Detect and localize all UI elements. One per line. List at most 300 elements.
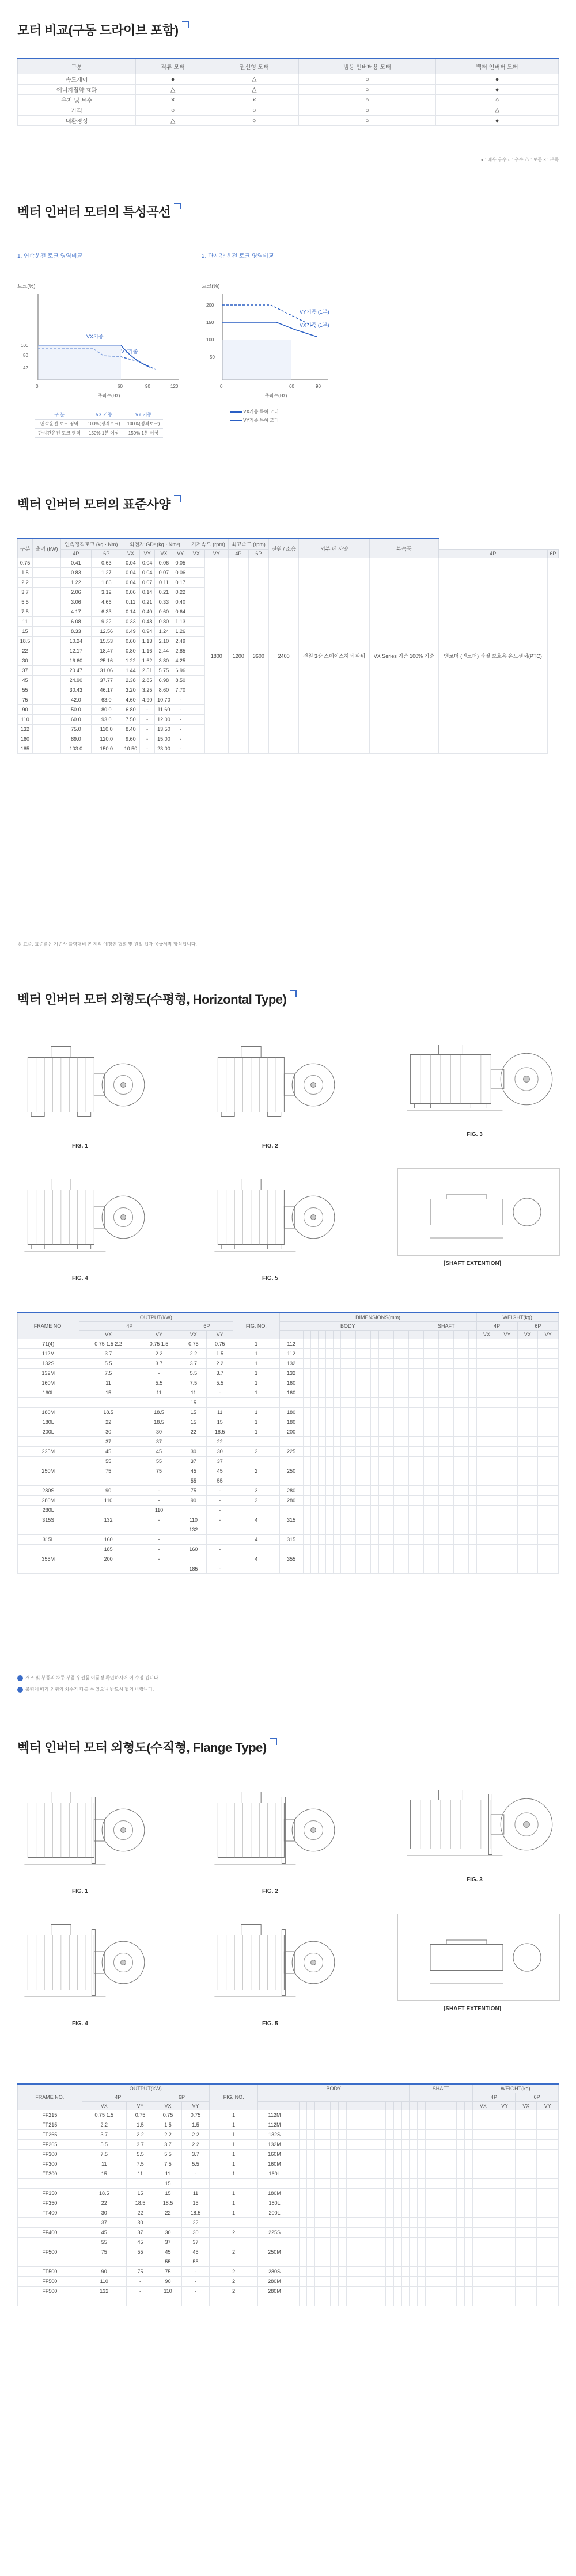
dim-cell bbox=[416, 1554, 423, 1564]
output-cell: 18.5 bbox=[154, 2198, 181, 2208]
dim-cell bbox=[341, 1466, 348, 1476]
dim-cell bbox=[307, 2130, 315, 2140]
spec-cell bbox=[188, 685, 204, 695]
dim-cell bbox=[363, 1437, 371, 1447]
weight-cell bbox=[497, 1378, 518, 1388]
dim-cell bbox=[307, 2296, 315, 2306]
dim-cell bbox=[386, 1466, 393, 1476]
dim-cell bbox=[401, 2277, 410, 2287]
frame-cell: FF400 bbox=[18, 2208, 82, 2218]
graph2-title: 2. 단시간 운전 토크 영역비교 bbox=[202, 253, 274, 260]
dim-cell bbox=[386, 2267, 394, 2277]
subhead bbox=[378, 1331, 386, 1339]
output-cell: 3.7 bbox=[126, 2140, 154, 2150]
dim-cell bbox=[354, 2277, 362, 2287]
spec-cell: 12.00 bbox=[155, 715, 173, 725]
spec-cell: 3.06 bbox=[61, 597, 92, 607]
dim-cell bbox=[457, 2150, 465, 2159]
dim-cell: 250M bbox=[258, 2247, 291, 2257]
spec-cell: 2.06 bbox=[61, 588, 92, 597]
spec-subhead: 4P bbox=[61, 550, 92, 558]
output-cell: 37 bbox=[154, 2238, 181, 2247]
fig-cell bbox=[210, 2218, 258, 2228]
dim-cell: 160 bbox=[279, 1378, 303, 1388]
output-cell: 75 bbox=[138, 1466, 180, 1476]
corner-mark-icon bbox=[182, 21, 189, 28]
dim-cell bbox=[393, 2110, 401, 2120]
dim-cell bbox=[446, 1457, 454, 1466]
dim-cell bbox=[291, 2120, 299, 2130]
dimension-row bbox=[18, 1554, 559, 1564]
output-cell: 18.5 bbox=[79, 1408, 138, 1417]
dim-cell bbox=[424, 1369, 431, 1378]
dim-cell bbox=[431, 1535, 439, 1545]
weight-cell bbox=[516, 2296, 537, 2306]
spec-cell: 10.70 bbox=[155, 695, 173, 705]
flange-shaft-caption: [SHAFT EXTENTION] bbox=[444, 2006, 501, 2012]
output-cell: 55 bbox=[182, 2257, 210, 2267]
dim-cell bbox=[363, 1408, 371, 1417]
fig-cell: 1 bbox=[210, 2150, 258, 2159]
dim-cell bbox=[307, 2218, 315, 2228]
dim-cell bbox=[370, 2189, 378, 2198]
graph1-xtick: 90 bbox=[145, 384, 150, 389]
dim-cell bbox=[310, 1437, 318, 1447]
output-cell: 0.75 bbox=[154, 2110, 181, 2120]
spec-cell: 4.17 bbox=[61, 607, 92, 617]
weight-cell bbox=[476, 1408, 497, 1417]
dim-cell bbox=[356, 1496, 363, 1506]
output-cell: 132 bbox=[180, 1525, 207, 1535]
dim-cell bbox=[386, 1388, 393, 1398]
output-cell: 2.2 bbox=[126, 2130, 154, 2140]
dim-cell bbox=[461, 1466, 469, 1476]
dim-cell bbox=[371, 1369, 378, 1378]
dim-cell bbox=[416, 1506, 423, 1515]
dim-cell bbox=[354, 2238, 362, 2247]
dim-cell bbox=[416, 1437, 423, 1447]
motor-drawing bbox=[207, 1163, 340, 1272]
subhead bbox=[401, 1331, 408, 1339]
dim-cell bbox=[416, 1457, 423, 1466]
dim-cell bbox=[315, 2198, 323, 2208]
output-cell: 0.75 bbox=[182, 2110, 210, 2120]
dim-cell bbox=[461, 1447, 469, 1457]
weight-cell bbox=[494, 2110, 515, 2120]
dim-cell bbox=[401, 1515, 408, 1525]
dim-cell bbox=[433, 2218, 441, 2228]
dim-cell bbox=[370, 2120, 378, 2130]
dim-cell bbox=[433, 2130, 441, 2140]
output-cell: 3.7 bbox=[154, 2140, 181, 2150]
dim-cell bbox=[307, 2247, 315, 2257]
weight-cell bbox=[472, 2228, 494, 2238]
dimension-row bbox=[18, 2218, 559, 2228]
dim-cell bbox=[469, 1378, 476, 1388]
dim-cell bbox=[439, 1457, 446, 1466]
dim-cell bbox=[339, 2140, 347, 2150]
dim-cell bbox=[401, 2247, 410, 2257]
dim-cell bbox=[323, 2267, 331, 2277]
dim-cell bbox=[299, 2169, 307, 2179]
dim-cell bbox=[279, 1476, 303, 1486]
fig-cell: 2 bbox=[210, 2277, 258, 2287]
spec-cell: 0.21 bbox=[140, 597, 155, 607]
weight-cell bbox=[472, 2218, 494, 2228]
spec-cell bbox=[188, 597, 204, 607]
spec-cell: - bbox=[173, 725, 188, 734]
spec-cell bbox=[188, 637, 204, 646]
col-fig: FIG. NO. bbox=[233, 1313, 279, 1339]
spec-cell: 15 bbox=[18, 627, 33, 637]
dim-cell bbox=[416, 1427, 423, 1437]
dim-cell bbox=[393, 1554, 401, 1564]
dim-cell bbox=[417, 2110, 425, 2120]
output-cell bbox=[207, 1398, 233, 1408]
dim-cell bbox=[401, 2169, 410, 2179]
comparison-cell: ● bbox=[436, 116, 559, 126]
frame-cell: FF265 bbox=[18, 2140, 82, 2150]
dim-cell bbox=[310, 1417, 318, 1427]
weight-cell bbox=[476, 1564, 497, 1574]
dim-cell bbox=[439, 1437, 446, 1447]
output-cell: 18.5 bbox=[138, 1417, 180, 1427]
spec-cell: 0.48 bbox=[140, 617, 155, 627]
dim-cell bbox=[441, 2150, 449, 2159]
dim-cell bbox=[469, 1437, 476, 1447]
dim-cell bbox=[348, 1476, 356, 1486]
dim-cell bbox=[425, 2296, 433, 2306]
dim-cell bbox=[341, 1437, 348, 1447]
subhead bbox=[362, 2102, 370, 2110]
fig-cell bbox=[210, 2257, 258, 2267]
output-cell: 37 bbox=[180, 1457, 207, 1466]
dim-cell bbox=[339, 2189, 347, 2198]
dim-cell bbox=[307, 2179, 315, 2189]
dim-cell bbox=[362, 2169, 370, 2179]
weight-cell bbox=[472, 2130, 494, 2140]
dim-cell bbox=[393, 2120, 401, 2130]
comparison-cell: △ bbox=[436, 105, 559, 116]
dim-cell bbox=[465, 2130, 473, 2140]
dim-cell bbox=[449, 2169, 457, 2179]
output-cell: 30 bbox=[154, 2228, 181, 2238]
dim-cell bbox=[417, 2238, 425, 2247]
dim-cell bbox=[401, 1427, 408, 1437]
spec-cell: 2.10 bbox=[155, 637, 173, 646]
dim-cell bbox=[303, 1506, 310, 1515]
dim-cell bbox=[378, 1525, 386, 1535]
dim-cell bbox=[348, 1447, 356, 1457]
dim-cell bbox=[408, 1496, 416, 1506]
weight-cell bbox=[537, 2287, 559, 2296]
frame-cell: 225M bbox=[18, 1447, 79, 1457]
dim-cell bbox=[386, 2198, 394, 2208]
dim-cell bbox=[393, 1457, 401, 1466]
frame-cell: FF500 bbox=[18, 2267, 82, 2277]
comparison-cell: ● bbox=[436, 74, 559, 85]
comparison-table bbox=[17, 58, 559, 126]
output-cell: 160 bbox=[180, 1545, 207, 1554]
fig-cell: 1 bbox=[233, 1339, 279, 1349]
dim-cell bbox=[341, 1515, 348, 1525]
dim-cell bbox=[378, 2238, 386, 2247]
horizontal-fig-caption: FIG. 2 bbox=[262, 1143, 278, 1149]
dimension-row bbox=[18, 1349, 559, 1359]
fig-cell: 1 bbox=[233, 1378, 279, 1388]
dim-cell bbox=[339, 2179, 347, 2189]
dim-cell bbox=[279, 1437, 303, 1447]
dim-cell bbox=[346, 2150, 354, 2159]
dim-cell bbox=[417, 2228, 425, 2238]
dim-cell bbox=[408, 1447, 416, 1457]
subhead: VX bbox=[517, 1331, 538, 1339]
weight-cell bbox=[516, 2120, 537, 2130]
dim-cell bbox=[431, 1447, 439, 1457]
spec-head: 기저속도 (rpm) bbox=[188, 539, 228, 550]
dim-cell bbox=[401, 1466, 408, 1476]
horizontal-shaft-caption: [SHAFT EXTENTION] bbox=[444, 1260, 501, 1267]
dim-cell bbox=[424, 1535, 431, 1545]
spec-cell: 37 bbox=[18, 666, 33, 676]
output-cell: 160 bbox=[79, 1535, 138, 1545]
dim-cell bbox=[454, 1486, 461, 1496]
dim-cell bbox=[439, 1398, 446, 1408]
dimension-row bbox=[18, 2110, 559, 2120]
dim-cell bbox=[348, 1496, 356, 1506]
dim-cell bbox=[378, 2247, 386, 2257]
weight-cell bbox=[472, 2238, 494, 2247]
dimension-row bbox=[18, 1378, 559, 1388]
dim-cell bbox=[299, 2218, 307, 2228]
output-cell: - bbox=[182, 2267, 210, 2277]
dim-cell bbox=[326, 1437, 334, 1447]
dim-cell bbox=[461, 1349, 469, 1359]
dim-cell bbox=[469, 1506, 476, 1515]
dim-cell bbox=[354, 2247, 362, 2257]
dim-cell bbox=[318, 1359, 325, 1369]
weight-cell bbox=[476, 1457, 497, 1466]
dimension-row bbox=[18, 2208, 559, 2218]
dim-cell bbox=[425, 2198, 433, 2208]
weight-cell bbox=[538, 1554, 559, 1564]
dim-cell bbox=[454, 1339, 461, 1349]
frame-cell: 315S bbox=[18, 1515, 79, 1525]
dim-cell bbox=[386, 1349, 393, 1359]
mini-cell: 100%(정격토크) bbox=[84, 420, 124, 429]
output-cell: 5.5 bbox=[82, 2140, 126, 2150]
output-cell: 7.5 bbox=[180, 1378, 207, 1388]
frame-cell: 160L bbox=[18, 1388, 79, 1398]
dim-cell bbox=[341, 1339, 348, 1349]
spec-cell: 0.17 bbox=[173, 578, 188, 588]
dim-cell bbox=[417, 2208, 425, 2218]
dimension-row bbox=[18, 2228, 559, 2238]
output-cell: 75 bbox=[82, 2247, 126, 2257]
dim-cell bbox=[410, 2110, 418, 2120]
dim-cell bbox=[441, 2218, 449, 2228]
spec-cell: 9.22 bbox=[91, 617, 122, 627]
dim-cell bbox=[424, 1447, 431, 1457]
dim-cell bbox=[370, 2130, 378, 2140]
weight-cell bbox=[476, 1349, 497, 1359]
dim-cell bbox=[469, 1496, 476, 1506]
output-cell bbox=[138, 1525, 180, 1535]
dim-cell bbox=[417, 2140, 425, 2150]
weight-cell bbox=[538, 1447, 559, 1457]
fig-cell: 1 bbox=[210, 2120, 258, 2130]
dim-cell bbox=[410, 2247, 418, 2257]
dim-cell bbox=[469, 1408, 476, 1417]
spec-merged-base6p: 1200 bbox=[228, 558, 248, 754]
dim-cell bbox=[362, 2238, 370, 2247]
dim-cell bbox=[363, 1417, 371, 1427]
dim-cell bbox=[424, 1417, 431, 1427]
output-cell bbox=[138, 1564, 180, 1574]
dim-cell bbox=[431, 1417, 439, 1427]
flange-fig-1 bbox=[17, 1775, 150, 1885]
dim-cell bbox=[410, 2150, 418, 2159]
output-cell: 22 bbox=[180, 1427, 207, 1437]
motor-drawing bbox=[397, 1030, 559, 1128]
spec-cell bbox=[188, 617, 204, 627]
dim-cell bbox=[348, 1417, 356, 1427]
dim-cell: 132S bbox=[258, 2130, 291, 2140]
dim-cell bbox=[424, 1339, 431, 1349]
dim-cell bbox=[346, 2228, 354, 2238]
dim-cell bbox=[410, 2296, 418, 2306]
dim-cell bbox=[326, 1349, 334, 1359]
dim-cell bbox=[408, 1369, 416, 1378]
dim-cell bbox=[446, 1437, 454, 1447]
dim-cell bbox=[431, 1437, 439, 1447]
dim-cell bbox=[401, 2189, 410, 2198]
dim-cell bbox=[469, 1369, 476, 1378]
dim-cell bbox=[331, 2267, 339, 2277]
frame-cell bbox=[18, 1437, 79, 1447]
weight-cell bbox=[497, 1408, 518, 1417]
subhead bbox=[339, 2102, 347, 2110]
dim-cell bbox=[310, 1408, 318, 1417]
dim-cell bbox=[393, 1535, 401, 1545]
graph1-xlabel: 주파수(Hz) bbox=[98, 393, 120, 398]
dim-cell bbox=[341, 1486, 348, 1496]
motor-drawing bbox=[207, 1908, 340, 2017]
dim-cell bbox=[371, 1427, 378, 1437]
dim-cell bbox=[469, 1359, 476, 1369]
dim-cell: 200L bbox=[258, 2208, 291, 2218]
dim-cell bbox=[469, 1476, 476, 1486]
dim-cell bbox=[378, 1388, 386, 1398]
dim-cell bbox=[356, 1466, 363, 1476]
dim-cell bbox=[378, 2218, 386, 2228]
dim-cell bbox=[386, 1408, 393, 1417]
dim-cell bbox=[408, 1486, 416, 1496]
spec-merged-accessories: 엔코더 (인코더) 과열 보호용 온도센서(PTC) bbox=[438, 558, 547, 754]
dim-cell bbox=[454, 1437, 461, 1447]
horizontal-fig-1 bbox=[17, 1030, 150, 1140]
dim-cell bbox=[334, 1564, 341, 1574]
dim-cell bbox=[303, 1398, 310, 1408]
spec-cell: 45 bbox=[18, 676, 33, 685]
output-cell: 45 bbox=[180, 1466, 207, 1476]
fig-cell: 1 bbox=[233, 1427, 279, 1437]
graph1-ytick: 80 bbox=[23, 353, 28, 358]
dim-cell bbox=[401, 1476, 408, 1486]
dim-cell bbox=[323, 2189, 331, 2198]
spec-cell: 0.04 bbox=[140, 558, 155, 568]
output-cell: 75 bbox=[154, 2267, 181, 2277]
dim-cell bbox=[393, 2257, 401, 2267]
weight-cell bbox=[517, 1359, 538, 1369]
fig-cell: 1 bbox=[233, 1388, 279, 1398]
dim-cell bbox=[258, 2218, 291, 2228]
dim-cell bbox=[378, 1447, 386, 1457]
dim-cell bbox=[310, 1486, 318, 1496]
dim-cell bbox=[341, 1359, 348, 1369]
dim-cell bbox=[410, 2287, 418, 2296]
weight-cell bbox=[538, 1545, 559, 1554]
dim-cell bbox=[323, 2228, 331, 2238]
dim-cell bbox=[449, 2238, 457, 2247]
dim-cell bbox=[371, 1457, 378, 1466]
dimension-row bbox=[18, 2130, 559, 2140]
dim-cell bbox=[291, 2198, 299, 2208]
dim-cell bbox=[326, 1525, 334, 1535]
output-cell: 110 bbox=[82, 2277, 126, 2287]
dim-cell bbox=[401, 2120, 410, 2130]
spec-cell: 1.22 bbox=[61, 578, 92, 588]
dim-cell bbox=[465, 2218, 473, 2228]
dim-cell bbox=[371, 1378, 378, 1388]
frame-cell: 160M bbox=[18, 1378, 79, 1388]
weight-cell bbox=[538, 1359, 559, 1369]
dim-cell bbox=[307, 2110, 315, 2120]
dimension-row bbox=[18, 2238, 559, 2247]
weight-cell bbox=[517, 1535, 538, 1545]
dim-cell bbox=[465, 2287, 473, 2296]
dim-cell bbox=[362, 2218, 370, 2228]
spec-cell: 1.86 bbox=[91, 578, 122, 588]
dim-cell bbox=[299, 2159, 307, 2169]
output-cell: 0.75 1.5 bbox=[138, 1339, 180, 1349]
dim-cell bbox=[370, 2277, 378, 2287]
weight-cell bbox=[476, 1496, 497, 1506]
dim-cell bbox=[334, 1417, 341, 1427]
output-cell: - bbox=[138, 1369, 180, 1378]
dim-cell bbox=[408, 1506, 416, 1515]
subhead bbox=[416, 1331, 423, 1339]
dim-cell bbox=[339, 2257, 347, 2267]
motor-drawing bbox=[207, 1030, 340, 1140]
spec-cell: 93.0 bbox=[91, 715, 122, 725]
output-cell: 1.5 bbox=[154, 2120, 181, 2130]
dim-cell bbox=[310, 1359, 318, 1369]
weight-cell bbox=[517, 1349, 538, 1359]
dim-cell bbox=[370, 2238, 378, 2247]
spec-cell: 11.60 bbox=[155, 705, 173, 715]
dim-cell bbox=[323, 2179, 331, 2189]
dim-cell: 225 bbox=[279, 1447, 303, 1457]
dim-cell bbox=[393, 2238, 401, 2247]
dim-cell bbox=[433, 2140, 441, 2150]
output-cell: 5.5 bbox=[180, 1369, 207, 1378]
comparison-cell: × bbox=[210, 95, 298, 105]
spec-cell bbox=[188, 627, 204, 637]
dim-cell bbox=[310, 1564, 318, 1574]
weight-cell bbox=[497, 1427, 518, 1437]
dim-cell bbox=[291, 2179, 299, 2189]
